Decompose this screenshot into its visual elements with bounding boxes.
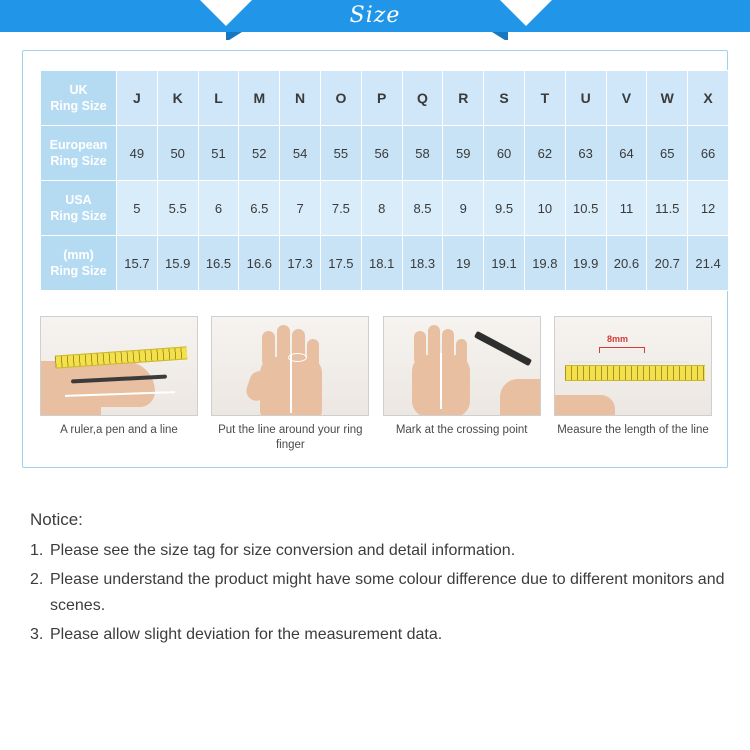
cell-usa-0: 5 (117, 181, 158, 236)
cell-eu-12: 64 (606, 126, 647, 181)
cell-uk-5: O (320, 71, 361, 126)
step-3 (383, 316, 541, 453)
row-header-uk-line1: UK (69, 83, 88, 97)
step-1-caption: A ruler,a pen and a line (60, 424, 178, 436)
measurement-steps (40, 316, 712, 453)
cell-uk-0: J (117, 71, 158, 126)
notice-item-3-text: Please allow slight deviation for the measurement data. (50, 626, 443, 643)
cell-mm-1: 15.9 (157, 236, 198, 291)
cell-uk-14: X (688, 71, 729, 126)
cell-usa-9: 9.5 (484, 181, 525, 236)
cell-usa-12: 11 (606, 181, 647, 236)
cell-mm-3: 16.6 (239, 236, 280, 291)
thread-line (569, 361, 689, 363)
cell-eu-9: 60 (484, 126, 525, 181)
cell-uk-11: U (565, 71, 606, 126)
step-3-image (383, 316, 541, 416)
finger-1 (262, 331, 275, 367)
cell-eu-6: 56 (361, 126, 402, 181)
page-banner (0, 0, 750, 40)
cell-mm-10: 19.8 (524, 236, 565, 291)
cell-mm-0: 15.7 (117, 236, 158, 291)
cell-uk-6: P (361, 71, 402, 126)
finger-3 (442, 329, 454, 367)
cell-uk-9: S (484, 71, 525, 126)
notice-item-1 (30, 538, 730, 564)
notice-section (30, 510, 730, 651)
cell-mm-14: 21.4 (688, 236, 729, 291)
finger-1 (414, 331, 426, 365)
size-chart-card (22, 50, 728, 468)
cell-mm-7: 18.3 (402, 236, 443, 291)
cell-mm-4: 17.3 (280, 236, 321, 291)
finger-4 (456, 339, 467, 369)
cell-mm-12: 20.6 (606, 236, 647, 291)
cell-uk-7: Q (402, 71, 443, 126)
hand-shape (555, 395, 615, 416)
cell-uk-3: M (239, 71, 280, 126)
cell-usa-10: 10 (524, 181, 565, 236)
notice-item-3 (30, 622, 730, 648)
cell-uk-4: N (280, 71, 321, 126)
row-header-uk-line2: Ring Size (50, 99, 107, 113)
cell-eu-3: 52 (239, 126, 280, 181)
cell-usa-11: 10.5 (565, 181, 606, 236)
cell-mm-13: 20.7 (647, 236, 688, 291)
row-header-usa-line1: USA (65, 193, 92, 207)
cell-eu-10: 62 (524, 126, 565, 181)
thread-line (290, 355, 292, 413)
row-header-usa (41, 181, 117, 236)
cell-usa-1: 5.5 (157, 181, 198, 236)
cell-uk-10: T (524, 71, 565, 126)
row-header-usa-line2: Ring Size (50, 209, 107, 223)
step-1-image (40, 316, 198, 416)
cell-uk-13: W (647, 71, 688, 126)
cell-usa-7: 8.5 (402, 181, 443, 236)
finger-2 (277, 325, 290, 367)
thread-line (440, 353, 442, 409)
finger-3 (292, 329, 305, 369)
cell-uk-1: K (157, 71, 198, 126)
cell-usa-8: 9 (443, 181, 484, 236)
cell-eu-1: 50 (157, 126, 198, 181)
step-4-caption: Measure the length of the line (557, 424, 709, 436)
cell-mm-5: 17.5 (320, 236, 361, 291)
cell-eu-7: 58 (402, 126, 443, 181)
notice-item-2-number: 2. (30, 571, 44, 588)
cell-usa-14: 12 (688, 181, 729, 236)
step-2 (211, 316, 369, 453)
table-row (41, 181, 729, 236)
row-header-mm (41, 236, 117, 291)
ruler-ticks (565, 366, 705, 380)
cell-usa-2: 6 (198, 181, 239, 236)
row-header-european (41, 126, 117, 181)
cell-mm-9: 19.1 (484, 236, 525, 291)
measure-bracket (599, 347, 645, 353)
cell-eu-2: 51 (198, 126, 239, 181)
cell-eu-8: 59 (443, 126, 484, 181)
cell-usa-3: 6.5 (239, 181, 280, 236)
notice-item-2 (30, 567, 730, 619)
cell-eu-0: 49 (117, 126, 158, 181)
ruler-icon (565, 365, 705, 381)
step-3-caption: Mark at the crossing point (395, 424, 528, 436)
step-2-caption: Put the line around your ring finger (218, 424, 363, 451)
step-4-image (554, 316, 712, 416)
row-header-european-line2: Ring Size (50, 154, 107, 168)
cell-mm-11: 19.9 (565, 236, 606, 291)
cell-eu-13: 65 (647, 126, 688, 181)
cell-uk-8: R (443, 71, 484, 126)
cell-eu-14: 66 (688, 126, 729, 181)
cell-usa-13: 11.5 (647, 181, 688, 236)
step-1 (40, 316, 198, 453)
step-4 (554, 316, 712, 453)
notice-item-1-text: Please see the size tag for size conversion and detail information. (50, 542, 516, 559)
cell-eu-4: 54 (280, 126, 321, 181)
cell-eu-5: 55 (320, 126, 361, 181)
measure-label: 8mm (606, 334, 628, 344)
cell-eu-11: 63 (565, 126, 606, 181)
step-2-image (211, 316, 369, 416)
table-row (41, 126, 729, 181)
cell-usa-5: 7.5 (320, 181, 361, 236)
page-title: Size (349, 3, 401, 28)
finger-4 (307, 339, 319, 371)
row-header-mm-line2: Ring Size (50, 264, 107, 278)
cell-mm-6: 18.1 (361, 236, 402, 291)
row-header-mm-line1: (mm) (63, 248, 94, 262)
banner-wing-left (226, 32, 242, 40)
notice-item-2-text: Please understand the product might have some colour difference due to different monitors and scenes. (50, 571, 725, 614)
notice-title: Notice: (30, 510, 83, 529)
cell-uk-12: V (606, 71, 647, 126)
cell-usa-6: 8 (361, 181, 402, 236)
cell-mm-8: 19 (443, 236, 484, 291)
ring-size-table (40, 70, 729, 291)
notice-item-3-number: 3. (30, 626, 44, 643)
row-header-uk (41, 71, 117, 126)
marking-hand (500, 379, 541, 416)
cell-uk-2: L (198, 71, 239, 126)
row-header-european-line1: European (49, 138, 108, 152)
finger-2 (428, 325, 440, 365)
banner-wing-right (492, 32, 508, 40)
cell-usa-4: 7 (280, 181, 321, 236)
notice-item-1-number: 1. (30, 542, 44, 559)
cell-mm-2: 16.5 (198, 236, 239, 291)
table-row (41, 71, 729, 126)
table-row (41, 236, 729, 291)
